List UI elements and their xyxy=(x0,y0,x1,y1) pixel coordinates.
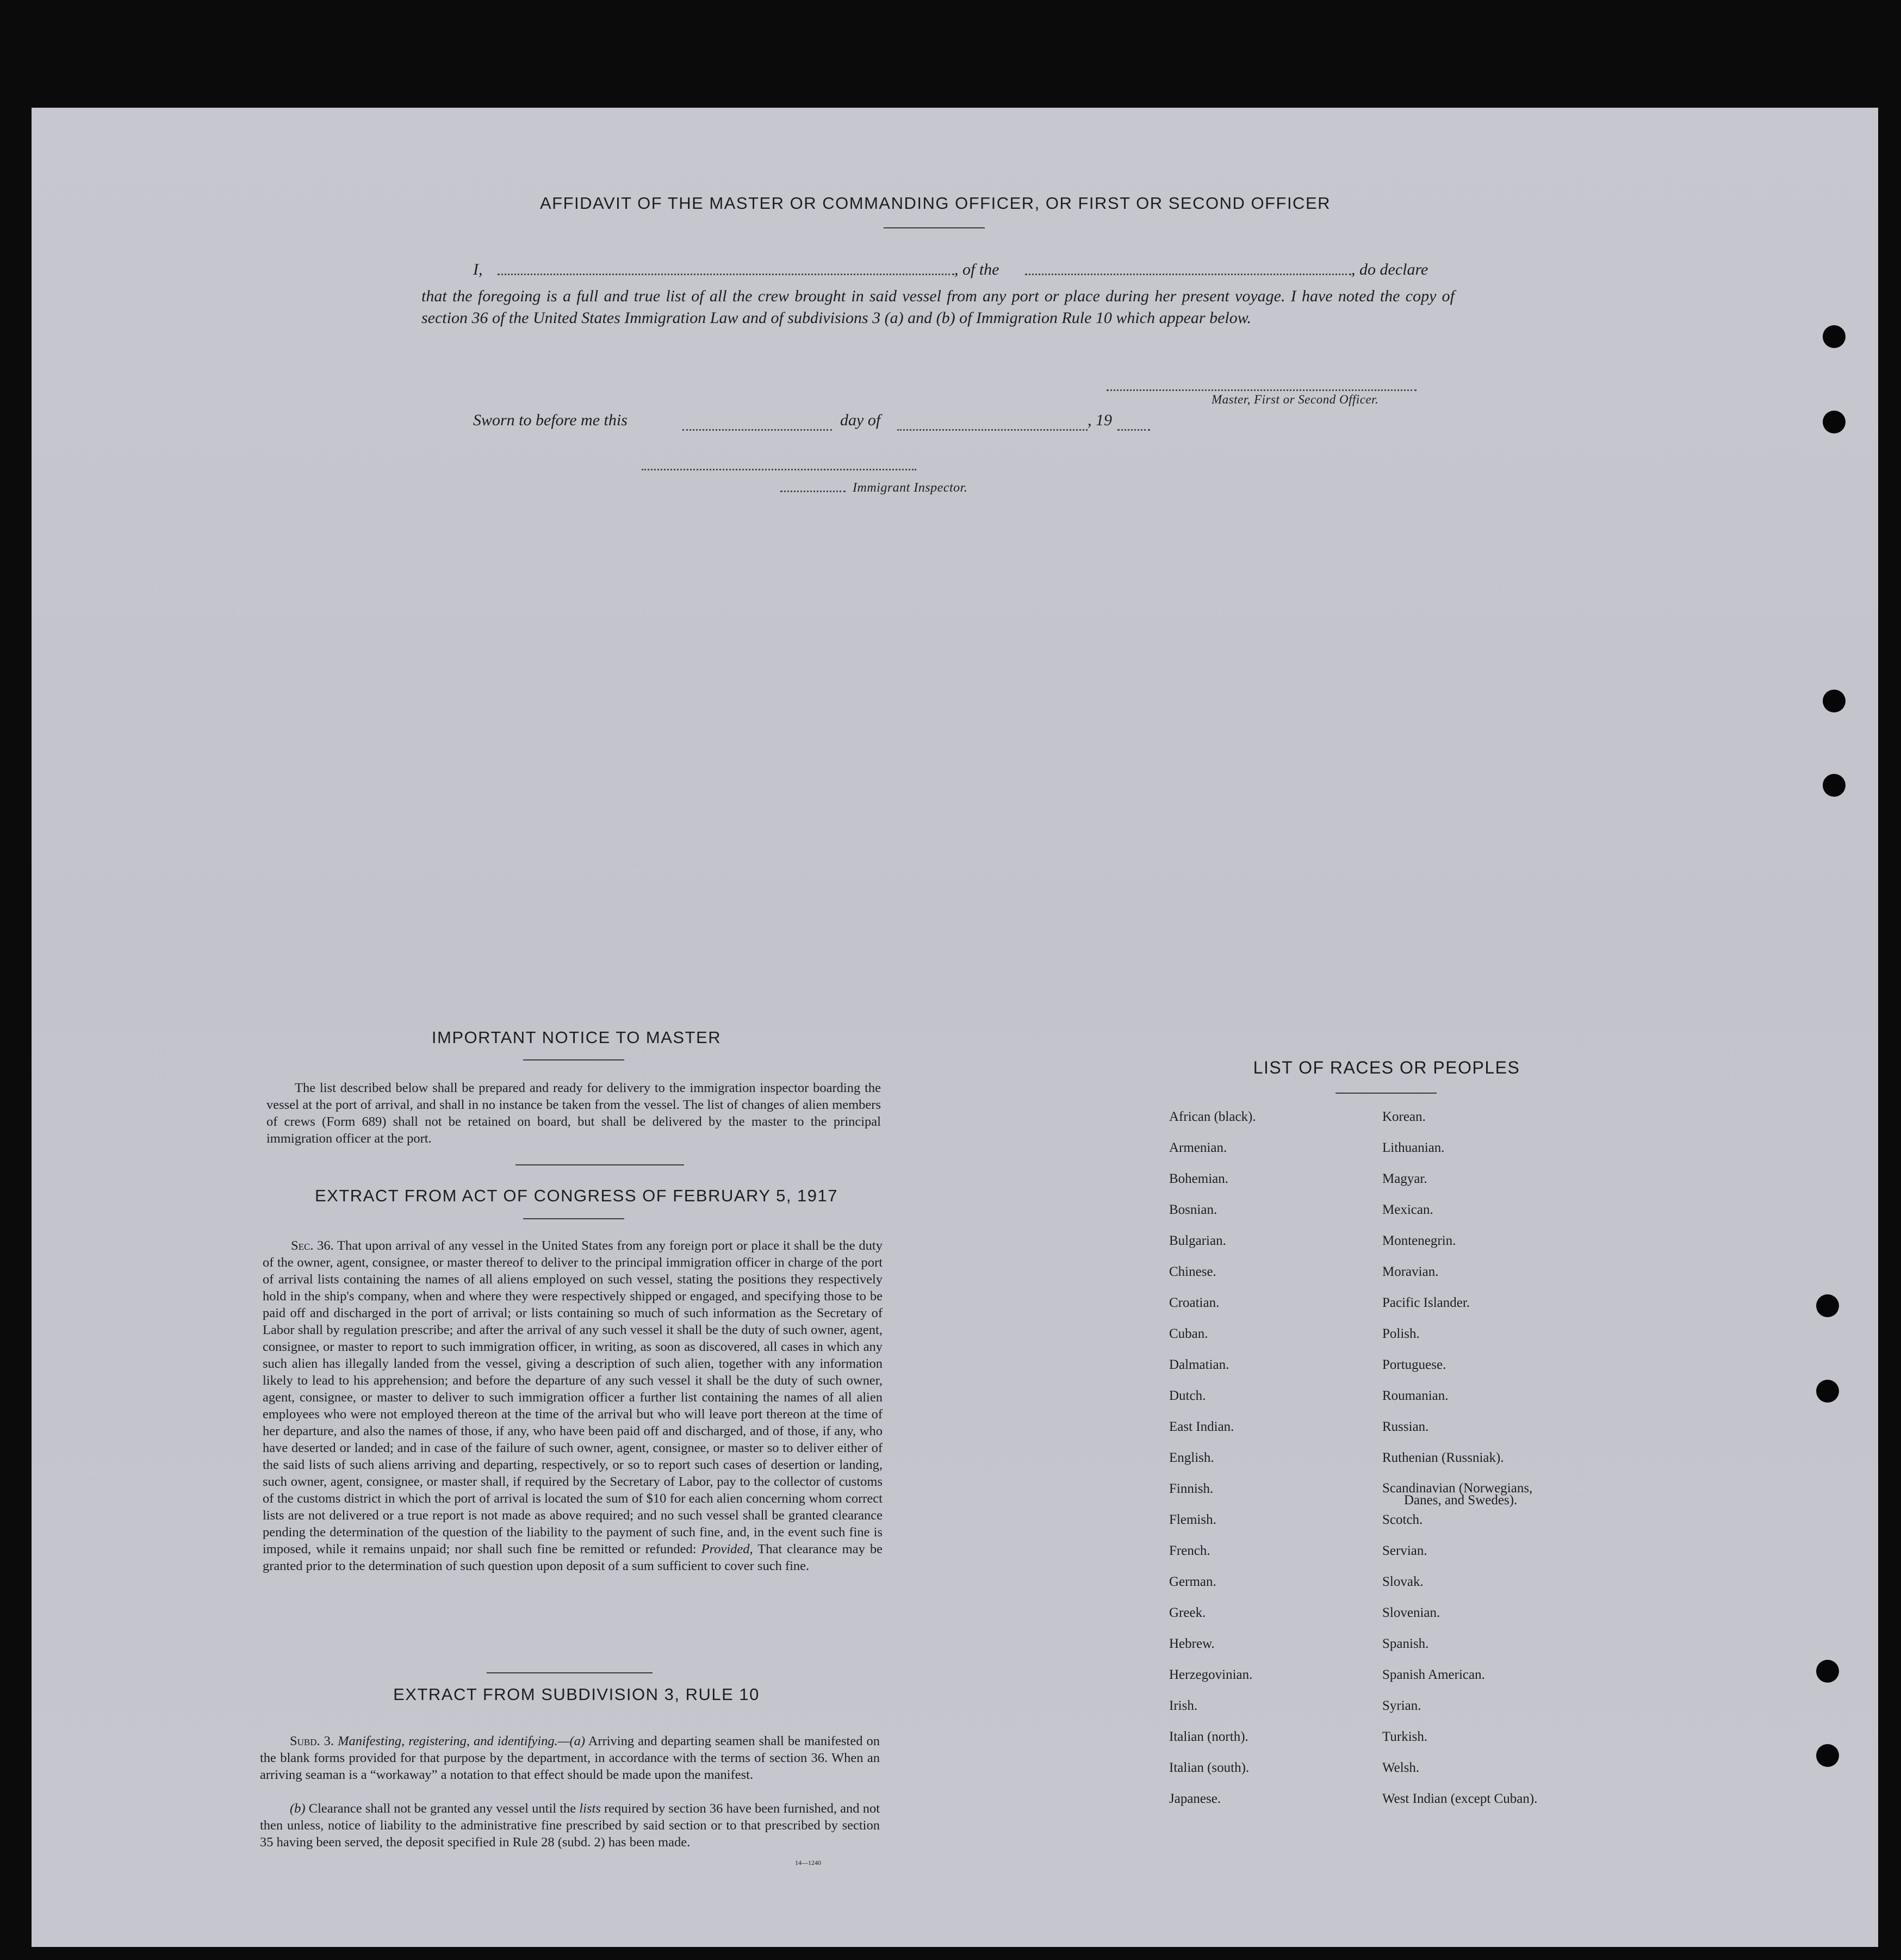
subd-heading: Manifesting, registering, and identifying. xyxy=(338,1734,558,1748)
sec-36-label: Sec. 36. xyxy=(291,1238,334,1253)
race-item: Russian. xyxy=(1382,1419,1429,1434)
master-signature-label: Master, First or Second Officer. xyxy=(1212,393,1379,406)
subd-b-text-end: required by section 36 have been furnished, and not then unless, notice of liability to the administrative fine prescribed by said section or to that prescribed by section 35 having been served, the deposit specified in Rule 28 (subd. 2) has been made. xyxy=(260,1801,880,1850)
race-item: Slovak. xyxy=(1382,1574,1424,1589)
race-item: Magyar. xyxy=(1382,1171,1427,1186)
race-item: Servian. xyxy=(1382,1543,1427,1558)
section-rule xyxy=(487,1672,653,1673)
sworn-month-field xyxy=(897,429,1088,431)
race-item: Scandinavian (Norwegians, xyxy=(1382,1481,1533,1496)
inspector-signature-line-short xyxy=(780,491,846,492)
act-title: EXTRACT FROM ACT OF CONGRESS OF FEBRUARY 5, 1917 xyxy=(314,1186,838,1205)
race-item: Spanish. xyxy=(1382,1636,1429,1651)
race-item: Korean. xyxy=(1382,1109,1426,1124)
race-item: Irish. xyxy=(1169,1698,1198,1713)
race-item: Finnish. xyxy=(1169,1481,1214,1496)
subd-label: Subd. 3. xyxy=(290,1734,334,1748)
races-title: LIST OF RACES OR PEOPLES xyxy=(1253,1058,1520,1077)
race-item: Armenian. xyxy=(1169,1140,1227,1155)
race-item: Bohemian. xyxy=(1169,1171,1229,1186)
race-item: Danes, and Swedes). xyxy=(1404,1493,1518,1508)
inspector-signature-line xyxy=(642,469,916,470)
race-item: Pacific Islander. xyxy=(1382,1295,1470,1310)
race-item: Italian (south). xyxy=(1169,1760,1250,1775)
race-item: Croatian. xyxy=(1169,1295,1220,1310)
affidavit-line1-i: I, xyxy=(473,260,483,278)
race-item: Hebrew. xyxy=(1169,1636,1215,1651)
rule-subd-a xyxy=(260,1733,880,1783)
subd-b-text: Clearance shall not be granted any vessel until the xyxy=(308,1801,576,1816)
inspector-label: Immigrant Inspector. xyxy=(853,481,968,495)
master-name-field xyxy=(498,274,954,275)
race-item: Polish. xyxy=(1382,1326,1420,1341)
affidavit-body: that the foregoing is a full and true list of all the crew brought in said vessel from any port or place during her present voyage. I have noted the copy of section 36 of the United States Immigration Law and of subdivisions 3 (a) and (b) of Immigration Rule 10 which appear below. xyxy=(421,287,1455,327)
race-item: Herzegovinian. xyxy=(1169,1667,1253,1682)
races-right-column xyxy=(1382,1101,1537,1814)
race-item: Roumanian. xyxy=(1382,1388,1449,1403)
subd-b-label: (b) xyxy=(290,1801,306,1816)
race-item: Cuban. xyxy=(1169,1326,1208,1341)
binder-hole xyxy=(1816,1294,1839,1317)
binder-hole xyxy=(1816,1660,1839,1683)
provided-word: Provided, xyxy=(701,1542,753,1556)
race-item: Scotch. xyxy=(1382,1512,1423,1527)
lists-word: lists xyxy=(579,1801,601,1816)
race-item: Welsh. xyxy=(1382,1760,1420,1775)
affidavit-title: AFFIDAVIT OF THE MASTER OR COMMANDING OFFICER, OR FIRST OR SECOND OFFICER xyxy=(539,194,1331,213)
race-item: Moravian. xyxy=(1382,1264,1439,1279)
race-item: Chinese. xyxy=(1169,1264,1216,1279)
race-item: Portuguese. xyxy=(1382,1357,1446,1372)
section-rule xyxy=(515,1164,684,1165)
race-item: Slovenian. xyxy=(1382,1605,1440,1620)
race-item: Bulgarian. xyxy=(1169,1233,1226,1248)
sworn-date-field xyxy=(682,429,832,431)
notice-title: IMPORTANT NOTICE TO MASTER xyxy=(431,1028,722,1047)
races-rule xyxy=(1335,1093,1437,1094)
race-item: Flemish. xyxy=(1169,1512,1216,1527)
title-rule xyxy=(884,227,985,228)
race-item: East Indian. xyxy=(1169,1419,1234,1434)
act-text-end: That clearance may be granted prior to the determination of such question upon deposit of a sum sufficient to cover such fine. xyxy=(263,1542,883,1573)
rule-subd-b xyxy=(260,1800,880,1851)
race-item: Bosnian. xyxy=(1169,1202,1217,1217)
vessel-name-field xyxy=(1025,274,1351,275)
affidavit-line1-declare: , do declare xyxy=(1351,260,1428,278)
races-left-column xyxy=(1169,1101,1256,1814)
race-item: Spanish American. xyxy=(1382,1667,1485,1682)
binder-hole xyxy=(1823,411,1846,433)
race-item: Turkish. xyxy=(1382,1729,1428,1744)
binder-hole xyxy=(1816,1380,1839,1403)
binder-hole xyxy=(1823,325,1846,348)
race-item: Greek. xyxy=(1169,1605,1206,1620)
binder-hole xyxy=(1823,690,1846,712)
binder-hole xyxy=(1823,774,1846,797)
race-item: French. xyxy=(1169,1543,1210,1558)
race-item: African (black). xyxy=(1169,1109,1256,1124)
form-number: 14—1240 xyxy=(795,1859,821,1866)
notice-rule xyxy=(523,1059,624,1060)
sworn-prefix: Sworn to before me this xyxy=(473,411,628,429)
race-item: Montenegrin. xyxy=(1382,1233,1456,1248)
act-rule xyxy=(523,1218,624,1219)
rule-title: EXTRACT FROM SUBDIVISION 3, RULE 10 xyxy=(393,1685,760,1704)
race-item: Dalmatian. xyxy=(1169,1357,1229,1372)
subd-a-label: —(a) xyxy=(557,1734,586,1748)
race-item: Ruthenian (Russniak). xyxy=(1382,1450,1504,1465)
form-sheet xyxy=(32,108,1878,1947)
notice-body: The list described below shall be prepared and ready for delivery to the immigration inspector boarding the vessel at the port of arrival, and shall in no instance be taken from the vessel. The list of changes of alien members of crews (Form 689) shall not be retained on board, but shall be delivered by the master to the principal immigration officer at the port. xyxy=(266,1081,881,1146)
race-item: Dutch. xyxy=(1169,1388,1206,1403)
affidavit-line1-of: , of the xyxy=(954,260,999,278)
race-item: Syrian. xyxy=(1382,1698,1421,1713)
act-text: That upon arrival of any vessel in the United States from any foreign port or place it shall be the duty of the owner, agent, consignee, or master thereof to deliver to the principal immigration officer in charge of the port of arrival lists containing the names of all aliens employed on such vessel, stating the positions they respectively hold in the ship's company, when and where they were respectively shipped or engaged, and specifying those to be paid off and discharged in the port of arrival; or lists containing so much of such information as the Secretary of Labor shall by regulation prescribe; and after the arrival of any such vessel it shall be the duty of such owner, agent, consignee, or master to report to such immigration officer, in writing, as soon as discovered, all cases in which any such alien has illegally landed from the vessel, giving a description of such alien, together with any information likely to lead to his apprehension; and before the departure of any such vessel it shall be the duty of such owner, agent, consignee, or master to deliver to such immigration officer a further list containing the names of all alien employees who were not employed thereon at the time of the arrival but who will leave port thereon at the time of her departure, and also the names of those, if any, who have been paid off and discharged, and of those, if any, who have deserted or landed; and in case of the failure of such owner, agent, consignee, or master so to deliver either of the said lists of such aliens arriving and departing, respectively, or so to report such cases of desertion or landing, such owner, agent, consignee, or master shall, if required by the Secretary of Labor, pay to the collector of customs of the customs district in which the port of arrival is located the sum of $10 for each alien concerning whom correct lists are not delivered or a true report is not made as above required; and no such vessel shall be granted clearance pending the determination of the question of the liability to the payment of such fine, and, in the event such fine is imposed, while it remains unpaid; nor shall such fine be remitted or refunded: xyxy=(263,1238,883,1556)
race-item: Japanese. xyxy=(1169,1791,1221,1806)
sworn-year: , 19 xyxy=(1088,411,1112,429)
sworn-day-of: day of xyxy=(840,411,881,429)
binder-hole xyxy=(1816,1744,1839,1767)
race-item: Italian (north). xyxy=(1169,1729,1248,1744)
act-body xyxy=(263,1237,883,1574)
race-item: English. xyxy=(1169,1450,1214,1465)
sworn-year-field xyxy=(1117,429,1150,431)
race-item: Mexican. xyxy=(1382,1202,1433,1217)
subd-a-text: Arriving and departing seamen shall be manifested on the blank forms provided for that purpose by the department, in accordance with the terms of section 36. When an arriving seaman is a “workaway” a notation to that effect should be made upon the manifest. xyxy=(260,1734,880,1782)
race-item: West Indian (except Cuban). xyxy=(1382,1791,1538,1806)
race-item: German. xyxy=(1169,1574,1216,1589)
master-signature-line xyxy=(1107,389,1417,391)
race-item: Lithuanian. xyxy=(1382,1140,1445,1155)
